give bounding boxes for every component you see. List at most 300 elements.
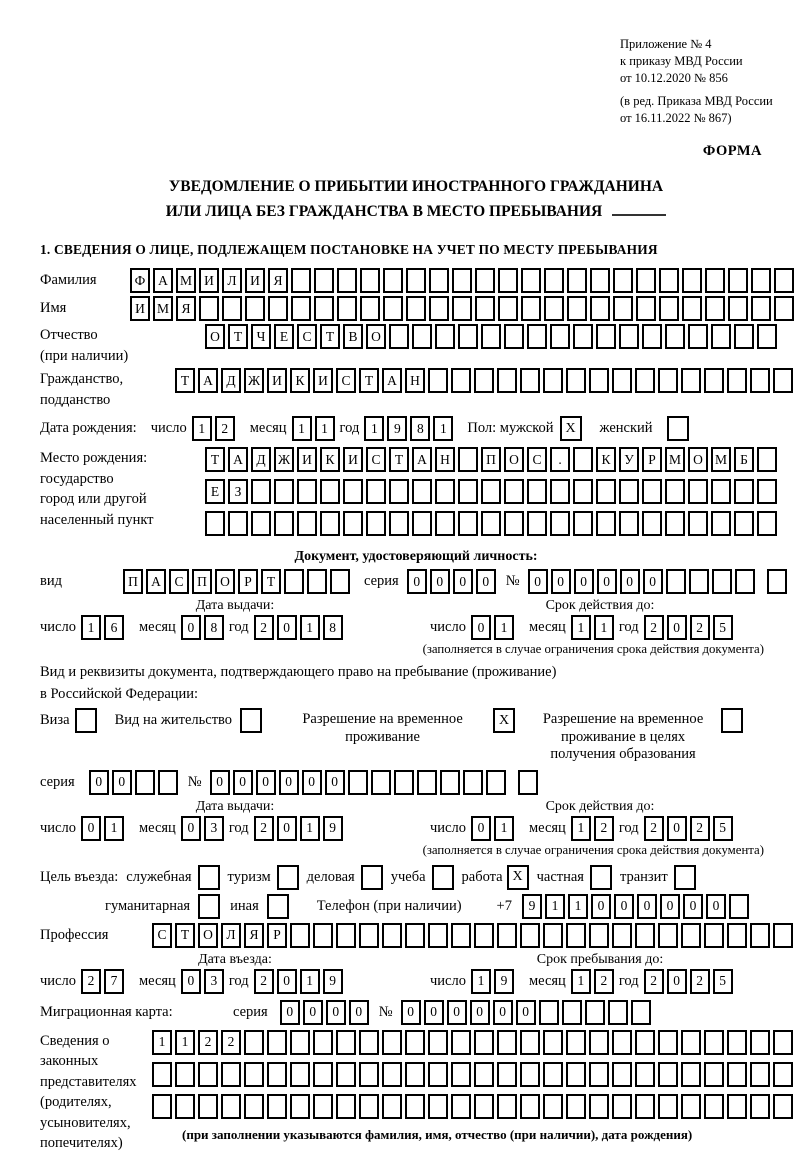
char-cell[interactable]	[428, 1030, 448, 1055]
char-cell[interactable]	[751, 296, 771, 321]
char-cell[interactable]	[359, 1062, 379, 1087]
char-cell[interactable]: 0	[325, 770, 345, 795]
char-cell[interactable]: 1	[300, 969, 320, 994]
char-cell[interactable]	[727, 923, 747, 948]
char-cell[interactable]	[435, 324, 455, 349]
char-cell[interactable]: О	[366, 324, 386, 349]
char-cell[interactable]: П	[123, 569, 143, 594]
char-cell[interactable]	[658, 1094, 678, 1119]
char-cell[interactable]	[590, 296, 610, 321]
char-cell[interactable]	[428, 1094, 448, 1119]
char-cell[interactable]	[596, 324, 616, 349]
char-cell[interactable]: 5	[713, 969, 733, 994]
char-cell[interactable]	[612, 1062, 632, 1087]
char-cell[interactable]: 0	[667, 969, 687, 994]
char-cell[interactable]	[405, 923, 425, 948]
char-cell[interactable]: А	[228, 447, 248, 472]
char-cell[interactable]: М	[176, 268, 196, 293]
char-cell[interactable]	[417, 770, 437, 795]
char-cell[interactable]: 2	[690, 615, 710, 640]
char-cell[interactable]: 8	[323, 615, 343, 640]
char-cell[interactable]	[527, 479, 547, 504]
char-cell[interactable]	[750, 1030, 770, 1055]
char-cell[interactable]: 1	[594, 615, 614, 640]
char-cell[interactable]	[567, 296, 587, 321]
char-cell[interactable]	[659, 268, 679, 293]
char-cell[interactable]	[728, 296, 748, 321]
char-cell[interactable]: 1	[104, 816, 124, 841]
char-cell[interactable]	[539, 1000, 559, 1025]
char-cell[interactable]	[406, 268, 426, 293]
char-cell[interactable]: 0	[471, 615, 491, 640]
char-cell[interactable]	[689, 569, 709, 594]
char-cell[interactable]: 1	[545, 894, 565, 919]
char-cell[interactable]	[313, 1030, 333, 1055]
char-cell[interactable]	[336, 1062, 356, 1087]
char-cell[interactable]	[458, 479, 478, 504]
char-cell[interactable]	[284, 569, 304, 594]
char-cell[interactable]: 0	[279, 770, 299, 795]
char-cell[interactable]: 0	[181, 969, 201, 994]
char-cell[interactable]: 0	[424, 1000, 444, 1025]
char-cell[interactable]	[728, 268, 748, 293]
char-cell[interactable]	[589, 1094, 609, 1119]
char-cell[interactable]: 0	[447, 1000, 467, 1025]
char-cell[interactable]	[704, 1030, 724, 1055]
char-cell[interactable]: 8	[204, 615, 224, 640]
char-cell[interactable]: А	[146, 569, 166, 594]
char-cell[interactable]	[475, 296, 495, 321]
char-cell[interactable]	[681, 1062, 701, 1087]
char-cell[interactable]: Я	[176, 296, 196, 321]
char-cell[interactable]	[658, 368, 678, 393]
char-cell[interactable]: 0	[614, 894, 634, 919]
char-cell[interactable]	[729, 894, 749, 919]
char-cell[interactable]	[498, 268, 518, 293]
char-cell[interactable]: Е	[205, 479, 225, 504]
char-cell[interactable]	[642, 479, 662, 504]
char-cell[interactable]	[451, 1030, 471, 1055]
char-cell[interactable]: 3	[204, 969, 224, 994]
char-cell[interactable]	[389, 511, 409, 536]
char-cell[interactable]: 9	[522, 894, 542, 919]
char-cell[interactable]	[631, 1000, 651, 1025]
char-cell[interactable]	[750, 368, 770, 393]
char-cell[interactable]	[348, 770, 368, 795]
char-cell[interactable]	[573, 447, 593, 472]
char-cell[interactable]: К	[290, 368, 310, 393]
char-cell[interactable]: 2	[221, 1030, 241, 1055]
char-cell[interactable]	[158, 770, 178, 795]
char-cell[interactable]	[712, 569, 732, 594]
char-cell[interactable]	[359, 1094, 379, 1119]
char-cell[interactable]: 0	[430, 569, 450, 594]
char-cell[interactable]	[290, 1030, 310, 1055]
char-cell[interactable]: 2	[215, 416, 235, 441]
char-cell[interactable]	[665, 479, 685, 504]
char-cell[interactable]	[711, 511, 731, 536]
char-cell[interactable]	[773, 368, 793, 393]
char-cell[interactable]	[642, 511, 662, 536]
checkbox-inaya[interactable]	[267, 894, 289, 919]
char-cell[interactable]: 1	[292, 416, 312, 441]
char-cell[interactable]	[635, 923, 655, 948]
char-cell[interactable]	[291, 296, 311, 321]
char-cell[interactable]: Ж	[274, 447, 294, 472]
char-cell[interactable]: 0	[256, 770, 276, 795]
char-cell[interactable]: 8	[410, 416, 430, 441]
char-cell[interactable]	[497, 1030, 517, 1055]
char-cell[interactable]	[474, 1062, 494, 1087]
char-cell[interactable]	[314, 296, 334, 321]
char-cell[interactable]: 0	[233, 770, 253, 795]
char-cell[interactable]	[481, 324, 501, 349]
char-cell[interactable]	[681, 368, 701, 393]
char-cell[interactable]	[504, 479, 524, 504]
char-cell[interactable]	[290, 1094, 310, 1119]
char-cell[interactable]	[228, 511, 248, 536]
char-cell[interactable]	[727, 368, 747, 393]
char-cell[interactable]	[573, 479, 593, 504]
char-cell[interactable]: 1	[494, 816, 514, 841]
char-cell[interactable]	[734, 324, 754, 349]
char-cell[interactable]	[757, 324, 777, 349]
char-cell[interactable]	[307, 569, 327, 594]
char-cell[interactable]	[382, 1062, 402, 1087]
char-cell[interactable]	[343, 511, 363, 536]
char-cell[interactable]: С	[152, 923, 172, 948]
char-cell[interactable]: 0	[476, 569, 496, 594]
char-cell[interactable]	[451, 368, 471, 393]
char-cell[interactable]: О	[205, 324, 225, 349]
char-cell[interactable]	[458, 447, 478, 472]
char-cell[interactable]	[394, 770, 414, 795]
char-cell[interactable]	[711, 479, 731, 504]
char-cell[interactable]: 6	[104, 615, 124, 640]
checkbox-chastnaya[interactable]	[590, 865, 612, 890]
char-cell[interactable]: А	[153, 268, 173, 293]
char-cell[interactable]	[135, 770, 155, 795]
char-cell[interactable]	[658, 1062, 678, 1087]
char-cell[interactable]: 2	[81, 969, 101, 994]
char-cell[interactable]	[613, 268, 633, 293]
char-cell[interactable]	[222, 296, 242, 321]
char-cell[interactable]: Р	[238, 569, 258, 594]
char-cell[interactable]	[612, 1094, 632, 1119]
char-cell[interactable]	[681, 923, 701, 948]
char-cell[interactable]	[751, 268, 771, 293]
char-cell[interactable]	[705, 296, 725, 321]
char-cell[interactable]: М	[711, 447, 731, 472]
char-cell[interactable]	[681, 1030, 701, 1055]
char-cell[interactable]: Т	[175, 368, 195, 393]
char-cell[interactable]: О	[215, 569, 235, 594]
char-cell[interactable]	[244, 1062, 264, 1087]
char-cell[interactable]	[440, 770, 460, 795]
char-cell[interactable]	[290, 923, 310, 948]
char-cell[interactable]	[585, 1000, 605, 1025]
char-cell[interactable]: О	[504, 447, 524, 472]
char-cell[interactable]	[544, 268, 564, 293]
char-cell[interactable]	[774, 268, 794, 293]
char-cell[interactable]	[383, 268, 403, 293]
char-cell[interactable]	[566, 1062, 586, 1087]
char-cell[interactable]: 0	[401, 1000, 421, 1025]
char-cell[interactable]	[451, 1094, 471, 1119]
char-cell[interactable]	[734, 511, 754, 536]
checkbox-ucheba[interactable]	[432, 865, 454, 890]
char-cell[interactable]: А	[382, 368, 402, 393]
char-cell[interactable]: 0	[89, 770, 109, 795]
char-cell[interactable]: 0	[302, 770, 322, 795]
char-cell[interactable]: 1	[152, 1030, 172, 1055]
char-cell[interactable]: 0	[453, 569, 473, 594]
char-cell[interactable]	[245, 296, 265, 321]
checkbox-residence-permit[interactable]	[240, 708, 262, 733]
char-cell[interactable]	[274, 511, 294, 536]
char-cell[interactable]: Н	[435, 447, 455, 472]
char-cell[interactable]	[619, 511, 639, 536]
char-cell[interactable]: 0	[112, 770, 132, 795]
char-cell[interactable]	[497, 368, 517, 393]
char-cell[interactable]	[297, 479, 317, 504]
char-cell[interactable]	[267, 1062, 287, 1087]
char-cell[interactable]: 5	[713, 615, 733, 640]
char-cell[interactable]	[382, 1094, 402, 1119]
char-cell[interactable]: Б	[734, 447, 754, 472]
char-cell[interactable]	[497, 923, 517, 948]
char-cell[interactable]	[382, 1030, 402, 1055]
char-cell[interactable]: 7	[104, 969, 124, 994]
char-cell[interactable]	[727, 1094, 747, 1119]
char-cell[interactable]	[290, 1062, 310, 1087]
char-cell[interactable]: К	[320, 447, 340, 472]
char-cell[interactable]: 0	[277, 969, 297, 994]
char-cell[interactable]	[704, 368, 724, 393]
char-cell[interactable]	[313, 1094, 333, 1119]
char-cell[interactable]	[244, 1030, 264, 1055]
char-cell[interactable]	[521, 268, 541, 293]
char-cell[interactable]	[566, 1094, 586, 1119]
char-cell[interactable]: И	[130, 296, 150, 321]
char-cell[interactable]: 0	[277, 816, 297, 841]
char-cell[interactable]	[486, 770, 506, 795]
char-cell[interactable]	[221, 1062, 241, 1087]
char-cell[interactable]: И	[343, 447, 363, 472]
char-cell[interactable]	[313, 923, 333, 948]
char-cell[interactable]	[612, 923, 632, 948]
char-cell[interactable]	[773, 923, 793, 948]
char-cell[interactable]: 2	[254, 969, 274, 994]
char-cell[interactable]	[596, 479, 616, 504]
char-cell[interactable]	[336, 1030, 356, 1055]
char-cell[interactable]	[665, 511, 685, 536]
char-cell[interactable]	[412, 324, 432, 349]
char-cell[interactable]	[175, 1062, 195, 1087]
char-cell[interactable]: 0	[516, 1000, 536, 1025]
checkbox-delovaya[interactable]	[361, 865, 383, 890]
char-cell[interactable]: 1	[300, 615, 320, 640]
char-cell[interactable]	[658, 1030, 678, 1055]
char-cell[interactable]	[704, 923, 724, 948]
char-cell[interactable]	[463, 770, 483, 795]
char-cell[interactable]	[665, 324, 685, 349]
char-cell[interactable]	[596, 511, 616, 536]
char-cell[interactable]	[635, 1094, 655, 1119]
char-cell[interactable]	[642, 324, 662, 349]
char-cell[interactable]	[251, 511, 271, 536]
char-cell[interactable]: 1	[300, 816, 320, 841]
char-cell[interactable]: 1	[571, 615, 591, 640]
char-cell[interactable]	[688, 479, 708, 504]
char-cell[interactable]	[773, 1062, 793, 1087]
char-cell[interactable]	[520, 1094, 540, 1119]
char-cell[interactable]	[337, 268, 357, 293]
char-cell[interactable]: 9	[387, 416, 407, 441]
char-cell[interactable]	[412, 511, 432, 536]
char-cell[interactable]: Т	[389, 447, 409, 472]
char-cell[interactable]: 9	[323, 816, 343, 841]
char-cell[interactable]: С	[336, 368, 356, 393]
char-cell[interactable]: 2	[254, 615, 274, 640]
char-cell[interactable]	[199, 296, 219, 321]
char-cell[interactable]	[267, 1094, 287, 1119]
char-cell[interactable]	[635, 1030, 655, 1055]
char-cell[interactable]: И	[245, 268, 265, 293]
char-cell[interactable]: 1	[433, 416, 453, 441]
char-cell[interactable]: И	[297, 447, 317, 472]
char-cell[interactable]: Т	[261, 569, 281, 594]
char-cell[interactable]	[389, 479, 409, 504]
char-cell[interactable]	[481, 511, 501, 536]
char-cell[interactable]	[727, 1062, 747, 1087]
char-cell[interactable]	[337, 296, 357, 321]
char-cell[interactable]: Т	[320, 324, 340, 349]
char-cell[interactable]	[359, 923, 379, 948]
char-cell[interactable]: Т	[359, 368, 379, 393]
char-cell[interactable]: Ч	[251, 324, 271, 349]
char-cell[interactable]	[336, 923, 356, 948]
char-cell[interactable]	[566, 1030, 586, 1055]
char-cell[interactable]: Л	[222, 268, 242, 293]
char-cell[interactable]	[474, 368, 494, 393]
char-cell[interactable]: С	[366, 447, 386, 472]
char-cell[interactable]: С	[169, 569, 189, 594]
char-cell[interactable]	[774, 296, 794, 321]
char-cell[interactable]	[666, 569, 686, 594]
checkbox-sluzhebnaya[interactable]	[198, 865, 220, 890]
char-cell[interactable]	[773, 1030, 793, 1055]
char-cell[interactable]	[371, 770, 391, 795]
char-cell[interactable]: 0	[683, 894, 703, 919]
char-cell[interactable]: Я	[268, 268, 288, 293]
char-cell[interactable]	[366, 479, 386, 504]
char-cell[interactable]: О	[198, 923, 218, 948]
char-cell[interactable]	[452, 268, 472, 293]
char-cell[interactable]	[688, 511, 708, 536]
char-cell[interactable]: А	[198, 368, 218, 393]
char-cell[interactable]	[474, 1094, 494, 1119]
char-cell[interactable]	[659, 296, 679, 321]
char-cell[interactable]	[527, 511, 547, 536]
char-cell[interactable]: 1	[192, 416, 212, 441]
checkbox-temp-residence[interactable]: X	[493, 708, 515, 733]
checkbox-gumanitarnaya[interactable]	[198, 894, 220, 919]
char-cell[interactable]	[412, 479, 432, 504]
char-cell[interactable]	[757, 479, 777, 504]
char-cell[interactable]	[451, 923, 471, 948]
char-cell[interactable]: 2	[690, 969, 710, 994]
char-cell[interactable]	[682, 268, 702, 293]
char-cell[interactable]: 2	[198, 1030, 218, 1055]
char-cell[interactable]: 3	[204, 816, 224, 841]
char-cell[interactable]	[274, 479, 294, 504]
char-cell[interactable]	[619, 479, 639, 504]
char-cell[interactable]	[590, 268, 610, 293]
char-cell[interactable]	[613, 296, 633, 321]
char-cell[interactable]: 0	[551, 569, 571, 594]
char-cell[interactable]	[543, 1030, 563, 1055]
char-cell[interactable]	[757, 447, 777, 472]
char-cell[interactable]	[619, 324, 639, 349]
char-cell[interactable]	[320, 511, 340, 536]
char-cell[interactable]	[612, 368, 632, 393]
char-cell[interactable]	[520, 368, 540, 393]
char-cell[interactable]: 0	[667, 816, 687, 841]
char-cell[interactable]	[406, 296, 426, 321]
char-cell[interactable]: 1	[568, 894, 588, 919]
char-cell[interactable]	[291, 268, 311, 293]
char-cell[interactable]: 0	[667, 615, 687, 640]
char-cell[interactable]: И	[313, 368, 333, 393]
char-cell[interactable]	[566, 923, 586, 948]
char-cell[interactable]	[481, 479, 501, 504]
char-cell[interactable]	[543, 368, 563, 393]
char-cell[interactable]: 0	[407, 569, 427, 594]
char-cell[interactable]	[566, 368, 586, 393]
char-cell[interactable]: Е	[274, 324, 294, 349]
char-cell[interactable]	[405, 1062, 425, 1087]
char-cell[interactable]	[504, 511, 524, 536]
char-cell[interactable]: 0	[280, 1000, 300, 1025]
char-cell[interactable]: 0	[181, 816, 201, 841]
char-cell[interactable]: 1	[364, 416, 384, 441]
char-cell[interactable]	[320, 479, 340, 504]
char-cell[interactable]: 0	[470, 1000, 490, 1025]
char-cell[interactable]: У	[619, 447, 639, 472]
char-cell[interactable]	[573, 324, 593, 349]
char-cell[interactable]: 5	[713, 816, 733, 841]
char-cell[interactable]: 0	[181, 615, 201, 640]
char-cell[interactable]	[543, 923, 563, 948]
char-cell[interactable]: 0	[620, 569, 640, 594]
checkbox-male[interactable]: X	[560, 416, 582, 441]
char-cell[interactable]	[704, 1062, 724, 1087]
char-cell[interactable]	[518, 770, 538, 795]
char-cell[interactable]	[520, 1062, 540, 1087]
char-cell[interactable]: 1	[571, 969, 591, 994]
char-cell[interactable]	[267, 1030, 287, 1055]
char-cell[interactable]	[550, 479, 570, 504]
char-cell[interactable]	[612, 1030, 632, 1055]
char-cell[interactable]	[527, 324, 547, 349]
char-cell[interactable]: Т	[175, 923, 195, 948]
char-cell[interactable]	[750, 923, 770, 948]
char-cell[interactable]: К	[596, 447, 616, 472]
char-cell[interactable]	[458, 324, 478, 349]
char-cell[interactable]: 0	[326, 1000, 346, 1025]
char-cell[interactable]: Р	[267, 923, 287, 948]
